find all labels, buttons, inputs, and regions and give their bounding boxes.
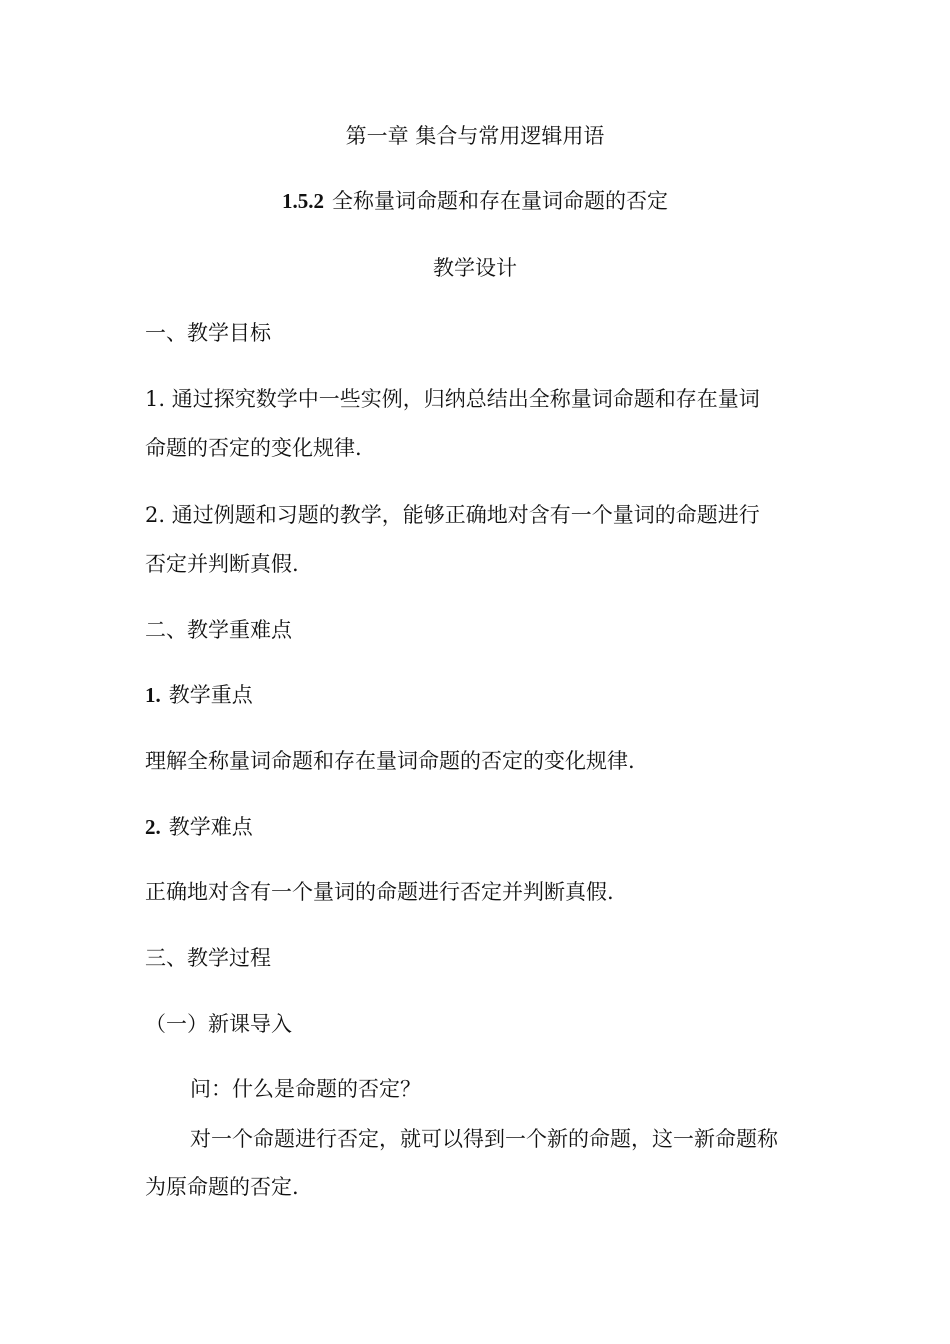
section-title-text: 全称量词命题和存在量词命题的否定 — [332, 189, 668, 213]
document-type: 教学设计 — [433, 256, 517, 280]
objective-1-line-2: 命题的否定的变化规律. — [145, 436, 362, 460]
objective-1-line-1: 1. 通过探究数学中一些实例，归纳总结出全称量词命题和存在量词 — [145, 387, 760, 411]
objectives-heading: 一、教学目标 — [145, 321, 271, 345]
difficulty-text: 正确地对含有一个量词的命题进行否定并判断真假. — [145, 880, 614, 904]
difficulty-number: 2. — [145, 815, 161, 839]
objective-2-line-2: 否定并判断真假. — [145, 552, 299, 576]
focus-label: 教学重点 — [168, 683, 253, 707]
focus-text: 理解全称量词命题和存在量词命题的否定的变化规律. — [145, 749, 635, 773]
intro-question: 问：什么是命题的否定？ — [190, 1077, 421, 1101]
section-number: 1.5.2 — [282, 189, 324, 213]
intro-answer-line-1: 对一个命题进行否定，就可以得到一个新的命题，这一新命题称 — [190, 1127, 778, 1151]
focus-heading — [145, 680, 253, 710]
process-heading: 三、教学过程 — [145, 946, 271, 970]
objective-2-line-1: 2. 通过例题和习题的教学，能够正确地对含有一个量词的命题进行 — [145, 503, 760, 527]
difficulty-label: 教学难点 — [168, 815, 253, 839]
chapter-title: 第一章 集合与常用逻辑用语 — [345, 124, 605, 148]
intro-answer-line-2: 为原命题的否定. — [145, 1175, 299, 1199]
key-points-heading: 二、教学重难点 — [145, 618, 292, 642]
difficulty-heading — [145, 812, 253, 842]
focus-number: 1. — [145, 683, 161, 707]
process-subheading: （一）新课导入 — [145, 1012, 292, 1036]
section-title — [0, 186, 950, 216]
